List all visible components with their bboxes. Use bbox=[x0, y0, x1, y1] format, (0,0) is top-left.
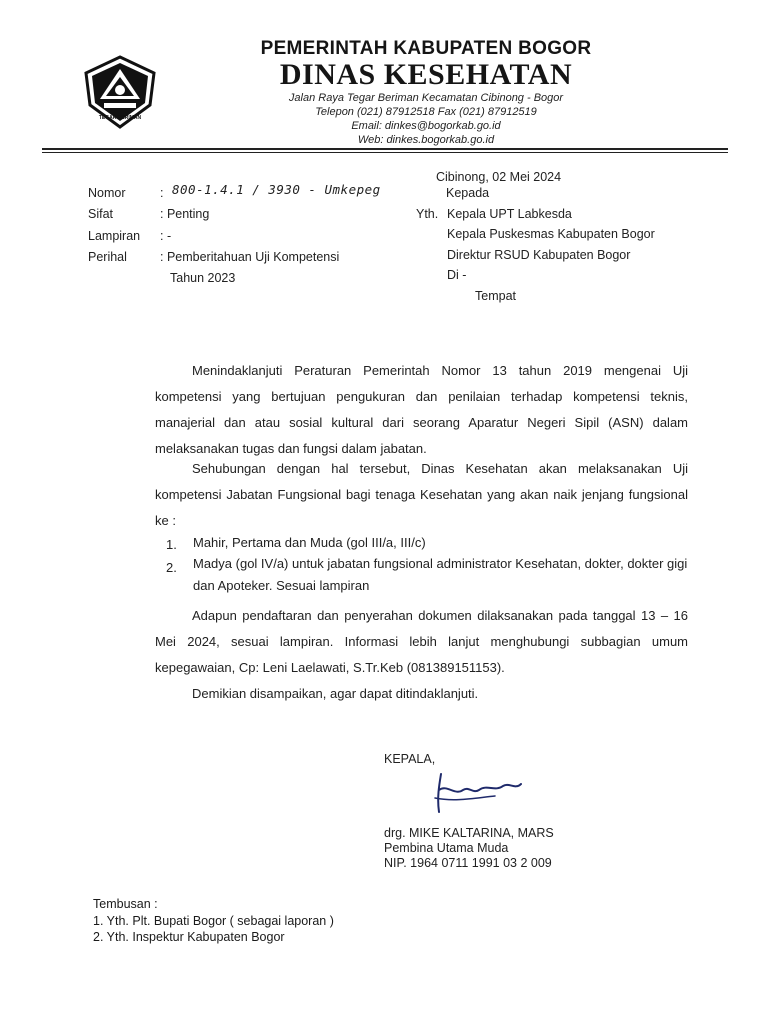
tembusan-item-2: 2. Yth. Inspektur Kabupaten Bogor bbox=[93, 930, 285, 944]
list-item-2: Madya (gol IV/a) untuk jabatan fungsional administrator Kesehatan, dokter, dokter gigi dan Apoteker. Sesuai lampiran bbox=[193, 556, 688, 593]
nomor-value: 800-1.4.1 / 3930 - Umkepeg bbox=[172, 182, 381, 197]
org-name: PEMERINTAH KABUPATEN BOGOR bbox=[260, 38, 592, 59]
lampiran-label: Lampiran bbox=[88, 229, 141, 243]
tempat-label: Tempat bbox=[475, 289, 516, 303]
signatory-title: KEPALA, bbox=[384, 752, 436, 766]
perihal-label: Perihal bbox=[88, 250, 127, 264]
sifat-value: : Penting bbox=[160, 207, 210, 221]
sifat-label: Sifat bbox=[88, 207, 114, 221]
handwritten-signature bbox=[425, 768, 535, 824]
header-rule-thick bbox=[42, 148, 728, 150]
letter-date: Cibinong, 02 Mei 2024 bbox=[436, 170, 562, 184]
logo-motto: TEGAR BERIMAN bbox=[98, 115, 142, 121]
yth-label: Yth. bbox=[416, 207, 439, 221]
tembusan-item-1: 1. Yth. Plt. Bupati Bogor ( sebagai laporan ) bbox=[93, 914, 334, 928]
signatory-nip: NIP. 1964 0711 1991 03 2 009 bbox=[384, 856, 552, 870]
recipient-1: Kepala UPT Labkesda bbox=[447, 207, 572, 221]
paragraph-1: Menindaklanjuti Peraturan Pemerintah Nomor 13 tahun 2019 mengenai Uji kompetensi yang bertujuan pengukuran dan penilaian terhadap kompetensi teknis, manajerial dan atau sosial kultural dari seorang Aparatur Negeri Sipil (ASN) dalam melaksanakan tugas dan fungsi dalam jabatan. bbox=[155, 363, 688, 456]
kabupaten-bogor-logo bbox=[82, 55, 158, 131]
dept-name: DINAS KESEHATAN bbox=[279, 58, 573, 91]
paragraph-2: Sehubungan dengan hal tersebut, Dinas Kesehatan akan melaksanakan Uji kompetensi Jabatan Fungsional bagi tenaga Kesehatan yang akan naik jenjang fungsional ke : bbox=[155, 461, 688, 528]
header-rule-thin bbox=[42, 152, 728, 153]
perihal-value-2: Tahun 2023 bbox=[170, 271, 236, 285]
nomor-colon: : bbox=[160, 186, 164, 200]
paragraph-3: Adapun pendaftaran dan penyerahan dokumen dilaksanakan pada tanggal 13 – 16 Mei 2024, sesuai lampiran. Informasi lebih lanjut menghubungi subbagian umum kepegawaian, Cp: Leni Laelawati, S.Tr.Keb (081389151153). bbox=[155, 608, 688, 675]
lampiran-value: : - bbox=[160, 229, 172, 243]
tembusan-label: Tembusan : bbox=[93, 897, 158, 911]
phone: Telepon (021) 87912518 Fax (021) 87912519 bbox=[315, 106, 537, 118]
list-item-1: Mahir, Pertama dan Muda (gol III/a, III/c) bbox=[193, 535, 426, 550]
kepada-label: Kepada bbox=[446, 186, 490, 200]
nomor-label: Nomor bbox=[88, 186, 126, 200]
di-label: Di - bbox=[447, 268, 467, 282]
list-number-1: 1. bbox=[166, 537, 177, 552]
signatory-rank: Pembina Utama Muda bbox=[384, 841, 509, 855]
email: Email: dinkes@bogorkab.go.id bbox=[351, 120, 501, 132]
list-number-2: 2. bbox=[166, 560, 177, 575]
recipient-2: Kepala Puskesmas Kabupaten Bogor bbox=[447, 227, 655, 241]
signatory-name: drg. MIKE KALTARINA, MARS bbox=[384, 826, 554, 840]
recipient-3: Direktur RSUD Kabupaten Bogor bbox=[447, 248, 631, 262]
website: Web: dinkes.bogorkab.go.id bbox=[357, 134, 495, 146]
address: Jalan Raya Tegar Beriman Kecamatan Cibinong - Bogor bbox=[288, 92, 564, 104]
paragraph-4: Demikian disampaikan, agar dapat ditindaklanjuti. bbox=[192, 686, 479, 701]
perihal-value: : Pemberitahuan Uji Kompetensi bbox=[160, 250, 340, 264]
